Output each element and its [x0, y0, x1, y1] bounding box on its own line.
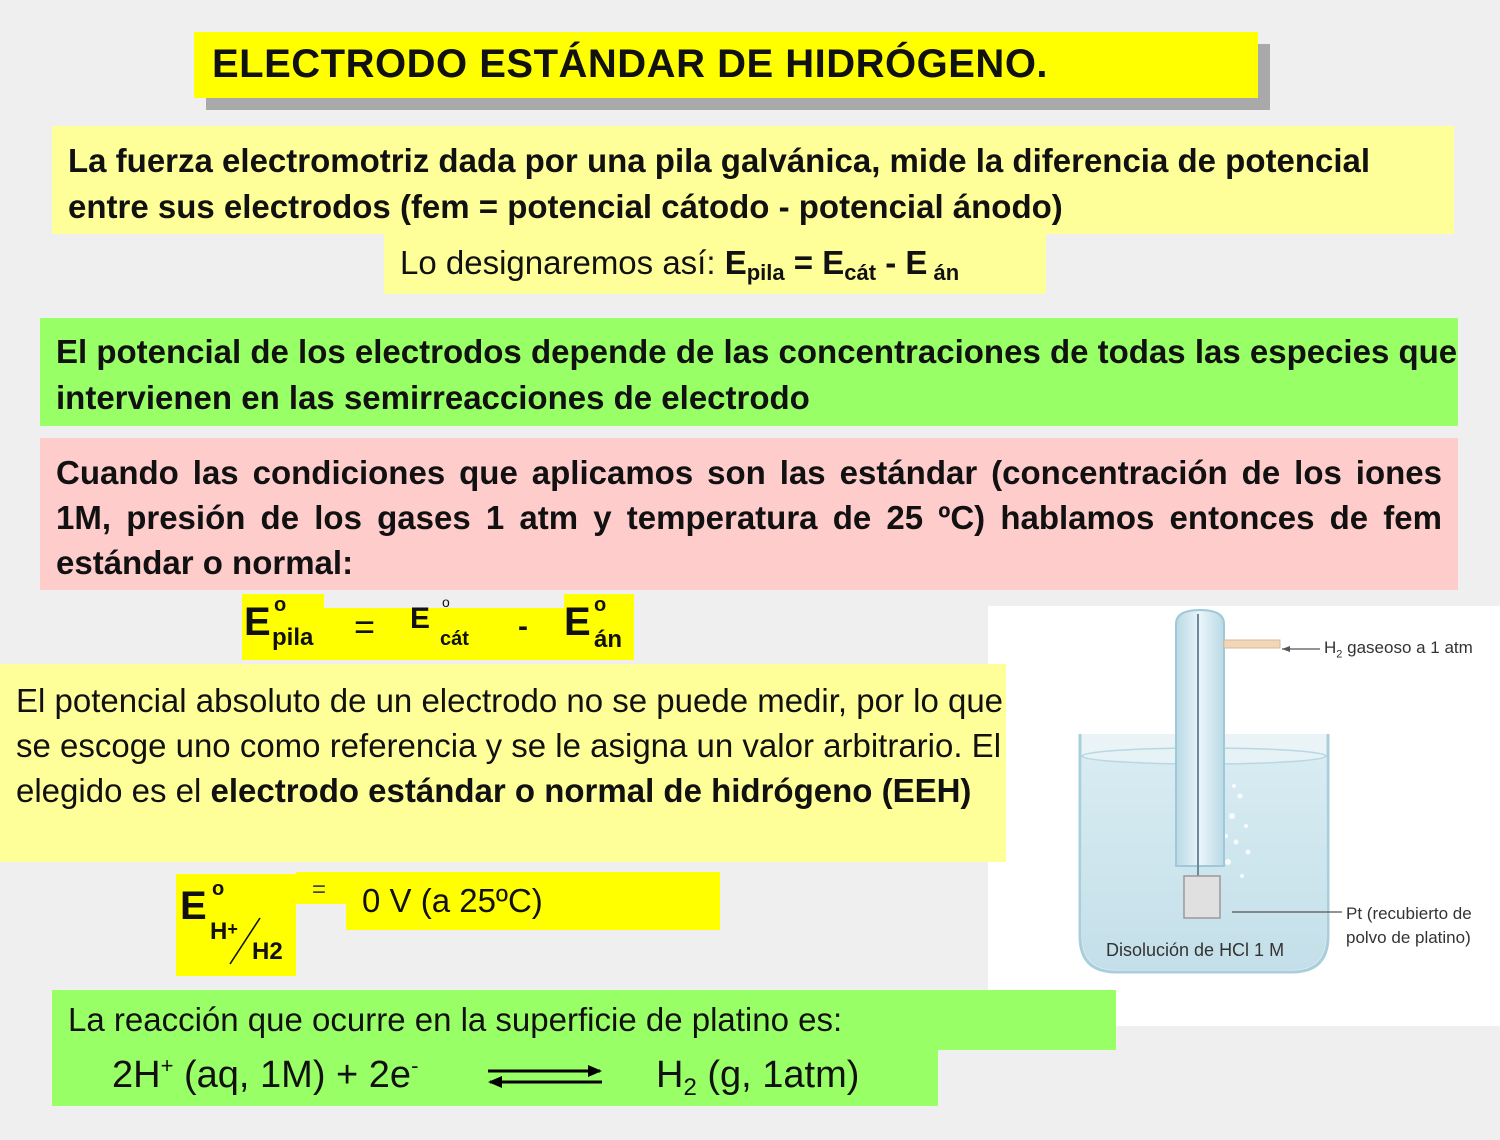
fem-formula-e-pila: $E_{pila} = E_{cát} - E$ $_{án}$	[724, 244, 960, 285]
page-title: ELECTRODO ESTÁNDAR DE HIDRÓGENO.	[194, 32, 1258, 98]
equilibrium-arrow-icon	[486, 1062, 604, 1090]
subscript-pila: pila	[272, 624, 314, 651]
eeh-highlight: electrodo estándar o normal de hidrógeno (EEH)	[210, 772, 972, 809]
minus-sign: -	[518, 610, 528, 643]
fem-formula	[384, 234, 1046, 294]
beaker-diagram	[988, 606, 1500, 1026]
solution-label: Disolución de HCl 1 M	[1106, 940, 1285, 960]
gas-inlet	[1224, 640, 1280, 648]
symbol-e-an: E	[564, 600, 591, 644]
gas-label: $H_2$ gaseoso a 1 atm	[1324, 638, 1473, 661]
degree-an: o	[594, 594, 607, 616]
platinum-plate	[1184, 876, 1220, 918]
eeh-symbol-block	[176, 874, 296, 976]
eeh-symbol-e: E	[180, 884, 207, 928]
reaction-reactants: 2H+ (aq, 1M) + 2e-	[112, 1053, 419, 1096]
eeh-numerator: H+	[210, 918, 238, 945]
eeh-equals: =	[312, 876, 327, 903]
eeh-degree: o	[212, 878, 225, 900]
eeh-denominator: H2	[252, 938, 283, 965]
symbol-e-pila: E	[244, 600, 271, 644]
reaction-products: $H_2$ (g, 1atm)	[656, 1054, 860, 1101]
eeh-value: 0 V (a 25ºC)	[346, 872, 720, 930]
hydrogen-electrode-illustration	[988, 606, 1500, 1026]
electrode-potential-text: El potencial de los electrodos depende de las concentraciones de todas las especies que intervienen en las semirreacciones de electrodo	[40, 318, 1458, 426]
subscript-cat: cát	[440, 628, 469, 650]
equals-sign: =	[354, 606, 376, 647]
standard-conditions-text: Cuando las condiciones que aplicamos son las estándar (concentración de los iones 1M, presión de los gases 1 atm y temperatura de 25 ºC) hablamos entonces de fem estándar o normal:	[40, 438, 1458, 590]
gas-pointer-arrow	[1282, 646, 1290, 652]
degree-pila: o	[274, 594, 287, 616]
reference-electrode-text: El potencial absoluto de un electrodo no se puede medir, por lo que se escoge uno como referencia y se le asigna un valor arbitrario. El elegido es el electrodo estándar o normal de hidrógeno (EEH)	[0, 664, 1006, 862]
degree-cat: o	[442, 594, 450, 610]
symbol-e-cat: E	[410, 602, 431, 635]
fem-formula-intro: Lo designaremos así:	[400, 244, 725, 281]
glass-tube	[1176, 610, 1224, 866]
reaction-equation	[52, 1050, 938, 1106]
reaction-intro: La reacción que ocurre en la superficie de platino es:	[52, 990, 1116, 1050]
platinum-label: Pt (recubierto de polvo de platino)	[1346, 904, 1472, 947]
subscript-an: án	[594, 626, 623, 653]
eeh-equals-block	[296, 872, 346, 904]
fem-definition-text: La fuerza electromotriz dada por una pila galvánica, mide la diferencia de potencial entre sus electrodos (fem = potencial cátodo - potencial ánodo)	[52, 126, 1454, 234]
